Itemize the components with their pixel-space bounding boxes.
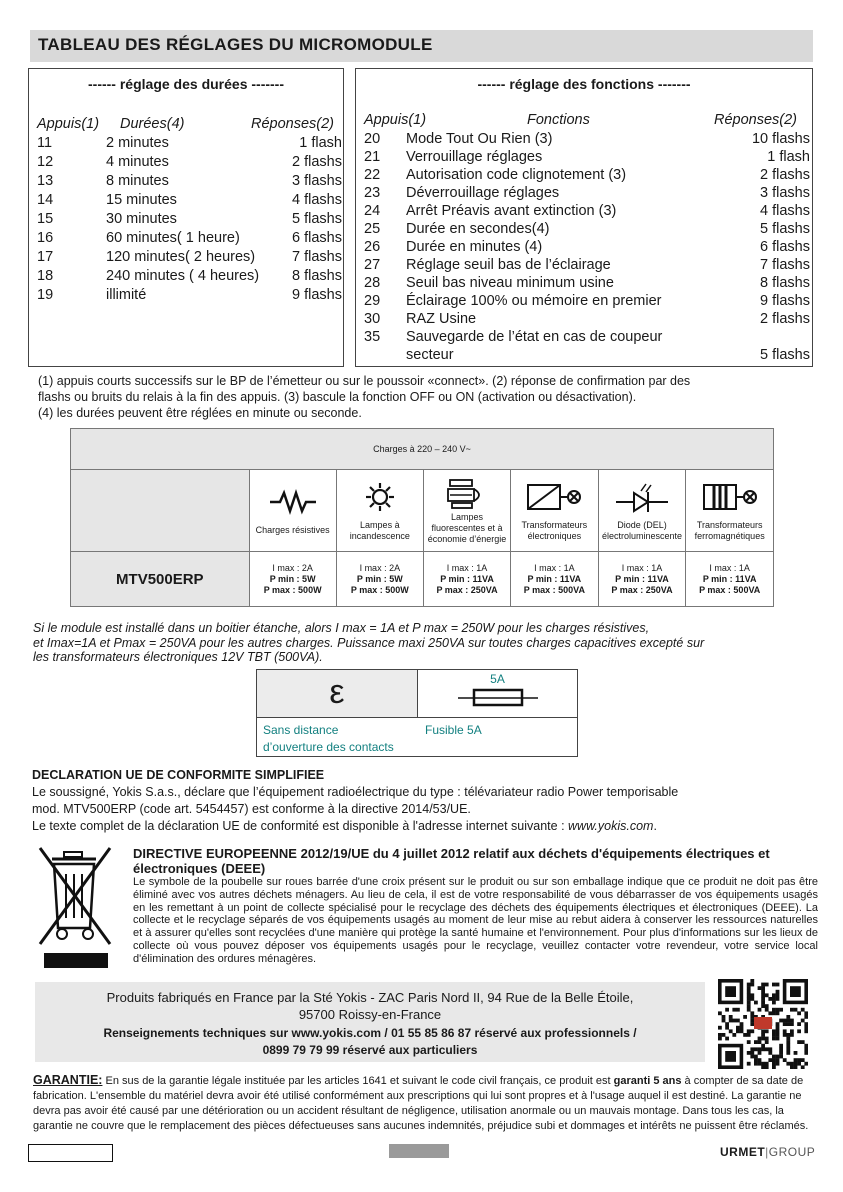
charge-type-cell: [511, 470, 598, 552]
charge-type-label: Lampes fluorescentes et à économie d’énergie: [427, 512, 507, 544]
footnote-line: flashs ou bruits du relais à la fin des appuis. (3) bascule la fonction OFF ou ON (activation ou désactivation).: [38, 390, 637, 404]
durations-col-reponses: Réponses(2): [251, 116, 335, 132]
duration-row: 16 60 minutes( 1 heure) 6 flashs: [37, 230, 342, 246]
charge-type-label: Transformateurs électroniques: [521, 519, 588, 541]
duration-row: 17 120 minutes( 2 heures) 7 flashs: [37, 249, 342, 265]
charge-type-cell: [336, 470, 423, 552]
fluorescent-lamp-icon: [442, 478, 492, 510]
note-line: les transformateurs électroniques 12V TBT (500VA).: [33, 650, 323, 664]
declaration-title: DECLARATION UE DE CONFORMITE SIMPLIFIEE: [32, 768, 325, 782]
warranty-label: GARANTIE:: [33, 1073, 103, 1087]
charges-blank-cell: [71, 470, 250, 552]
footer-empty-box: [28, 1144, 113, 1162]
durations-list: [37, 134, 342, 305]
manufacturer-line: 95700 Roissy-en-France: [298, 1007, 442, 1022]
function-row: 20 Mode Tout Ou Rien (3) 10 flashs: [364, 131, 810, 147]
function-row: 24 Arrêt Préavis avant extinction (3) 4 flashs: [364, 203, 810, 219]
duration-row: 12 4 minutes 2 flashs: [37, 154, 342, 170]
footnote-line: (4) les durées peuvent être réglées en minute ou seconde.: [38, 406, 362, 420]
charge-spec-cell: I max : 1A P min : 11VA P max : 500VA: [511, 552, 598, 607]
functions-col-fonctions: Fonctions: [527, 112, 590, 128]
charge-type-label: Charges résistives: [255, 525, 330, 535]
functions-header-row: [364, 111, 810, 130]
durations-box: [28, 68, 344, 367]
charge-type-cell: [686, 470, 774, 552]
function-row: 35 Sauvegarde de l’état en cas de coupeur: [364, 329, 663, 345]
weee-section: [133, 846, 818, 966]
function-row: 23 Déverrouillage réglages 3 flashs: [364, 185, 810, 201]
function-row: 29 Éclairage 100% ou mémoire en premier 9 flashs: [364, 293, 810, 309]
footnotes: [38, 373, 808, 421]
warranty-section: GARANTIE: En sus de la garantie légale instituée par les articles 1641 et suivant le code civil français, ce produit est garanti 5 ans à compter de sa date de fabrication. L'ensemble du matériel devra avoir été utilisé conformément aux prescriptions qui lui sont propres et à l'usage auquel il est destiné. La garantie ne devra pas avoir été causé par une détérioration ou un accident résultant de négligence, utilisation anormale ou un mauvais montage. Dans tous les cas, la garantie ne couvre que le remplacement des pièces défectueuses sans aucunes indemnités, préjudice subi et dommages et intérêts ne puissent être réclamés.: [33, 1073, 809, 1132]
note-line: et Imax=1A et Pmax = 250VA pour les autres charges. Puissance maxi 250VA sur toutes charges capacitives excepté sur: [33, 635, 705, 650]
support-line: Renseignements techniques sur www.yokis.com / 01 55 85 86 87 réservé aux professionnels /: [103, 1026, 637, 1040]
urmet-group-logo: URMET|GROUP: [720, 1145, 816, 1159]
charge-type-label: Transformateurs ferromagnétiques: [694, 519, 765, 541]
support-line: 0899 79 79 99 réservé aux particuliers: [262, 1043, 478, 1057]
function-row: secteur 5 flashs: [406, 347, 810, 363]
function-row: 22 Autorisation code clignotement (3) 2 flashs: [364, 167, 810, 183]
charge-spec-cell: I max : 1A P min : 11VA P max : 250VA: [423, 552, 510, 607]
eu-declaration: [32, 767, 822, 835]
no-contact-gap-label: Sans distance d’ouverture des contacts: [263, 723, 394, 754]
footnote-line: (1) appuis courts successifs sur le BP de l’émetteur ou sur le poussoir «connect». (2) réponse de confirmation par des: [38, 374, 691, 388]
duration-row: 11 2 minutes 1 flash: [37, 135, 342, 151]
title-bar: [30, 30, 813, 62]
durations-header-row: [37, 115, 342, 134]
durations-heading: ------ réglage des durées -------: [88, 76, 284, 92]
functions-col-appuis: Appuis(1): [364, 112, 427, 128]
note-line: Si le module est installé dans un boitier étanche, alors I max = 1A et P max = 250W pour les charges résistives,: [33, 621, 650, 635]
charge-spec-cell: I max : 2A P min : 5W P max : 500W: [249, 552, 336, 607]
crossed-bin-icon: [36, 846, 116, 971]
charge-type-label: Diode (DEL) électroluminescente: [601, 519, 682, 541]
manufacturer-line: Produits fabriqués en France par la Sté Yokis - ZAC Paris Nord II, 94 Rue de la Belle Étoile,: [106, 990, 634, 1005]
functions-heading: ------ réglage des fonctions -------: [477, 76, 691, 92]
functions-list: [364, 130, 810, 364]
function-row: 26 Durée en minutes (4) 6 flashs: [364, 239, 810, 255]
epsilon-symbol: ε: [329, 673, 345, 711]
resistor-icon: [268, 487, 318, 517]
manufacturer-info: [35, 982, 705, 1062]
contact-fuse-box: [256, 669, 578, 757]
charge-type-cell: [423, 470, 510, 552]
durations-col-appuis: Appuis(1): [37, 116, 100, 132]
page-title: TABLEAU DES RÉGLAGES DU MICROMODULE: [38, 35, 433, 54]
epsilon-cell: [257, 670, 418, 718]
incandescent-lamp-icon: [355, 482, 405, 512]
yokis-link[interactable]: www.yokis.com: [568, 819, 654, 833]
function-row: 27 Réglage seuil bas de l’éclairage 7 flashs: [364, 257, 810, 273]
declaration-line: Le texte complet de la déclaration UE de conformité est disponible à l'adresse internet suivante : www.yokis.com.: [32, 819, 657, 833]
sealed-box-note: [33, 621, 813, 665]
led-diode-icon: [614, 482, 670, 514]
declaration-line: mod. MTV500ERP (code art. 5454457) est conforme à la directive 2014/53/UE.: [32, 802, 471, 816]
model-name: MTV500ERP: [71, 552, 250, 607]
charge-type-label: Lampes à incandescence: [349, 519, 410, 541]
ferromagnetic-transformer-icon: [700, 482, 760, 512]
duration-row: 19 illimité 9 flashs: [37, 287, 342, 303]
fuse-label: Fusible 5A: [425, 723, 482, 737]
weee-title: DIRECTIVE EUROPEENNE 2012/19/UE du 4 juillet 2012 relatif aux déchets d'équipements électriques et électroniques (DEEE): [133, 846, 770, 876]
function-row: 25 Durée en secondes(4) 5 flashs: [364, 221, 810, 237]
weee-body: Le symbole de la poubelle sur roues barrée d'une croix présent sur le produit ou sur son emballage indique que ce produit ne doit pas être éliminé avec vos autres déchets ménagers. Au lieu de cela, il est de votre responsabilité de vous débarrasser de vos équipements usagés en les remettant à un point de collecte spécialisé pour le recyclage des déchets des équipements électriques et électroniques (DEEE). La collecte et le recyclage séparés de vos équipements usagés au moment de leur mise au rebut aidera à conserver les ressources naturelles et à assurer qu'elles sont recyclées d'une manière qui protège la santé humaine et l'environnement. Pour plus d'informations sur les lieux de collecte où vous pouvez déposer vos équipements usagés pour le recyclage, veuillez contacter votre revendeur, votre service local d'élimination des ordures ménagères.: [133, 876, 818, 965]
durations-col-durees: Durées(4): [120, 116, 185, 132]
charges-title: Charges à 220 – 240 V~: [71, 429, 774, 470]
charge-spec-cell: I max : 2A P min : 5W P max : 500W: [336, 552, 423, 607]
duration-row: 13 8 minutes 3 flashs: [37, 173, 342, 189]
fuse-cell: [418, 670, 577, 718]
footer-gray-bar: [389, 1144, 449, 1158]
function-row: 21 Verrouillage réglages 1 flash: [364, 149, 810, 165]
function-row: 28 Seuil bas niveau minimum usine 8 flashs: [364, 275, 810, 291]
qr-code-icon[interactable]: [718, 979, 808, 1069]
functions-col-reponses: Réponses(2): [714, 112, 798, 128]
charge-spec-cell: I max : 1A P min : 11VA P max : 500VA: [686, 552, 774, 607]
charges-table: [70, 428, 774, 607]
duration-row: 15 30 minutes 5 flashs: [37, 211, 342, 227]
duration-row: 14 15 minutes 4 flashs: [37, 192, 342, 208]
charge-spec-cell: I max : 1A P min : 11VA P max : 250VA: [598, 552, 686, 607]
fuse-icon: [418, 686, 577, 710]
electronic-transformer-icon: [524, 482, 584, 512]
function-row: 30 RAZ Usine 2 flashs: [364, 311, 810, 327]
duration-row: 18 240 minutes ( 4 heures) 8 flashs: [37, 268, 342, 284]
charge-type-cell: [249, 470, 336, 552]
functions-box: [355, 68, 813, 367]
charge-type-cell: [598, 470, 686, 552]
declaration-line: Le soussigné, Yokis S.a.s., déclare que l’équipement radioélectrique du type : télévariateur radio Power temporisable: [32, 785, 679, 799]
fuse-rating: 5A: [490, 672, 505, 686]
